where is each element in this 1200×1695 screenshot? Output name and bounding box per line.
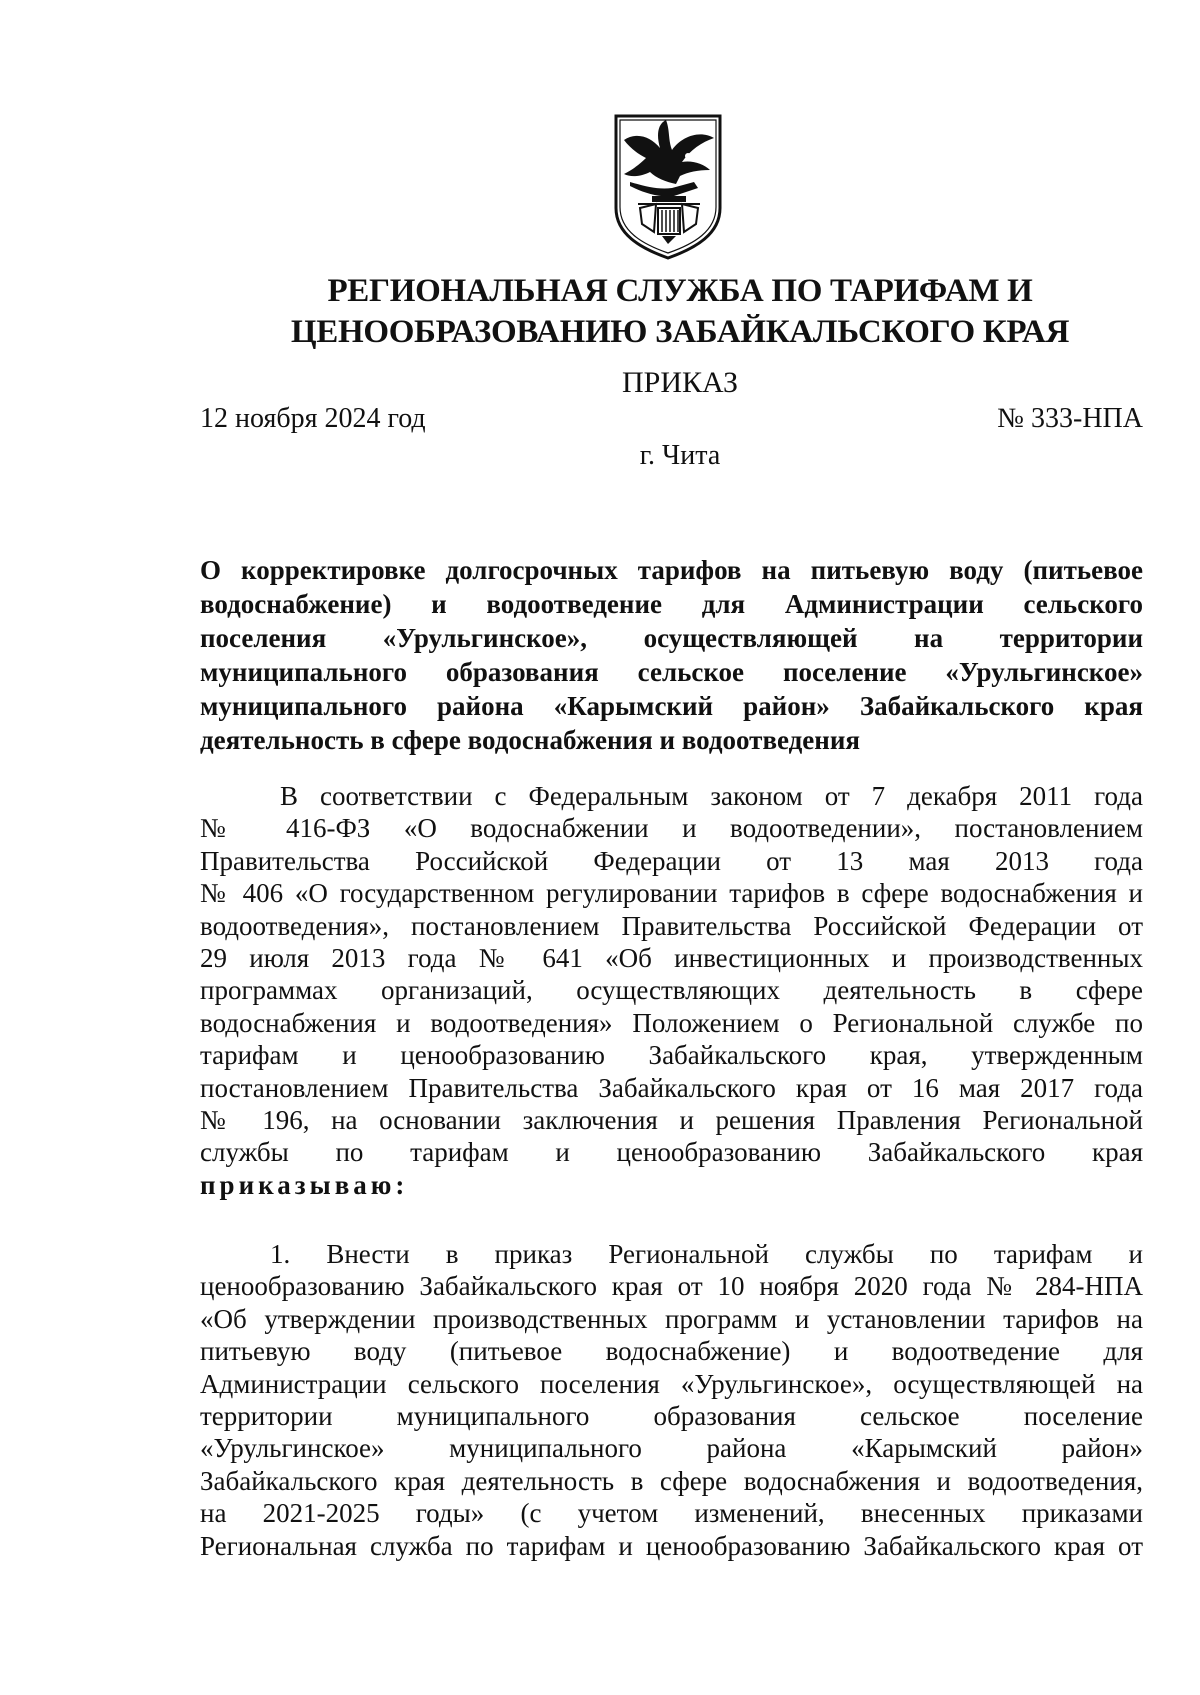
subject-line: муниципального образования сельское поселение «Урульгинское» (200, 657, 1143, 687)
preamble-line: программах организаций, осуществляющих деятельность в сфере (200, 975, 1143, 1006)
preamble-paragraph (200, 780, 1143, 1201)
item-1-line: территории муниципального образования сельское поселение (200, 1401, 1143, 1432)
item-1-line: Региональная служба по тарифам и ценообразованию Забайкальского края от (200, 1530, 1143, 1561)
organization-title-line: РЕГИОНАЛЬНАЯ СЛУЖБА ПО ТАРИФАМ И (327, 273, 1033, 309)
item-1-line: ценообразованию Забайкальского края от 10 ноября 2020 года № 284-НПА (200, 1271, 1143, 1302)
subject-line: деятельность в сфере водоснабжения и водоотведения (200, 725, 861, 755)
preamble-line: 29 июля 2013 года № 641 «Об инвестиционных и производственных (200, 943, 1143, 974)
item-1-paragraph (200, 1238, 1143, 1562)
subject-line: поселения «Урульгинское», осуществляющей на территории (200, 623, 1143, 653)
subject-line: О корректировке долгосрочных тарифов на питьевую воду (питьевое (200, 555, 1143, 585)
order-word: приказываю: (200, 1169, 409, 1200)
preamble-line: № 406 «О государственном регулировании тарифов в сфере водоснабжения и (200, 878, 1143, 909)
item-1-line: 1. Внести в приказ Региональной службы по тарифам и (270, 1239, 1143, 1269)
organization-title-line: ЦЕНООБРАЗОВАНИЮ ЗАБАЙКАЛЬСКОГО КРАЯ (290, 314, 1070, 350)
item-1-line: «Об утверждении производственных программ и установлении тарифов на (200, 1303, 1143, 1334)
document-number: № 333-НПА (997, 403, 1143, 434)
document-city: г. Чита (639, 440, 721, 471)
preamble-line: постановлением Правительства Забайкальского края от 16 мая 2017 года (200, 1072, 1143, 1103)
preamble-line: водоснабжения и водоотведения» Положением о Региональной службе по (200, 1007, 1143, 1038)
preamble-line: тарифам и ценообразованию Забайкальского края, утвержденным (200, 1040, 1143, 1071)
item-1-line: Администрации сельского поселения «Урульгинское», осуществляющей на (200, 1368, 1143, 1399)
item-1-line: на 2021-2025 годы» (с учетом изменений, внесенных приказами (200, 1498, 1143, 1529)
preamble-line: В соответствии с Федеральным законом от 7 декабря 2011 года (280, 781, 1143, 811)
preamble-line: № 196, на основании заключения и решения Правления Региональной (200, 1105, 1143, 1136)
item-1-line: Забайкальского края деятельность в сфере водоснабжения и водоотведения, (200, 1465, 1143, 1496)
preamble-line: Правительства Российской Федерации от 13 мая 2013 года (200, 845, 1143, 876)
subject-line: муниципального района «Карымский район» Забайкальского края (200, 691, 1143, 721)
subject-line: водоснабжение) и водоотведение для Администрации сельского (200, 589, 1143, 619)
preamble-line: водоотведения», постановлением Правительства Российской Федерации от (200, 910, 1143, 941)
preamble-line: № 416-ФЗ «О водоснабжении и водоотведении», постановлением (200, 813, 1143, 844)
preamble-line: службы по тарифам и ценообразованию Забайкальского края (200, 1137, 1143, 1168)
document-date: 12 ноября 2024 год (200, 403, 426, 434)
document-type: ПРИКАЗ (622, 366, 738, 399)
coat-of-arms-icon (610, 112, 726, 260)
item-1-line: «Урульгинское» муниципального района «Карымский район» (200, 1433, 1143, 1464)
document-subject (200, 553, 1143, 757)
organization-title (200, 271, 1160, 353)
item-1-line: питьевую воду (питьевое водоснабжение) и водоотведение для (200, 1336, 1143, 1367)
